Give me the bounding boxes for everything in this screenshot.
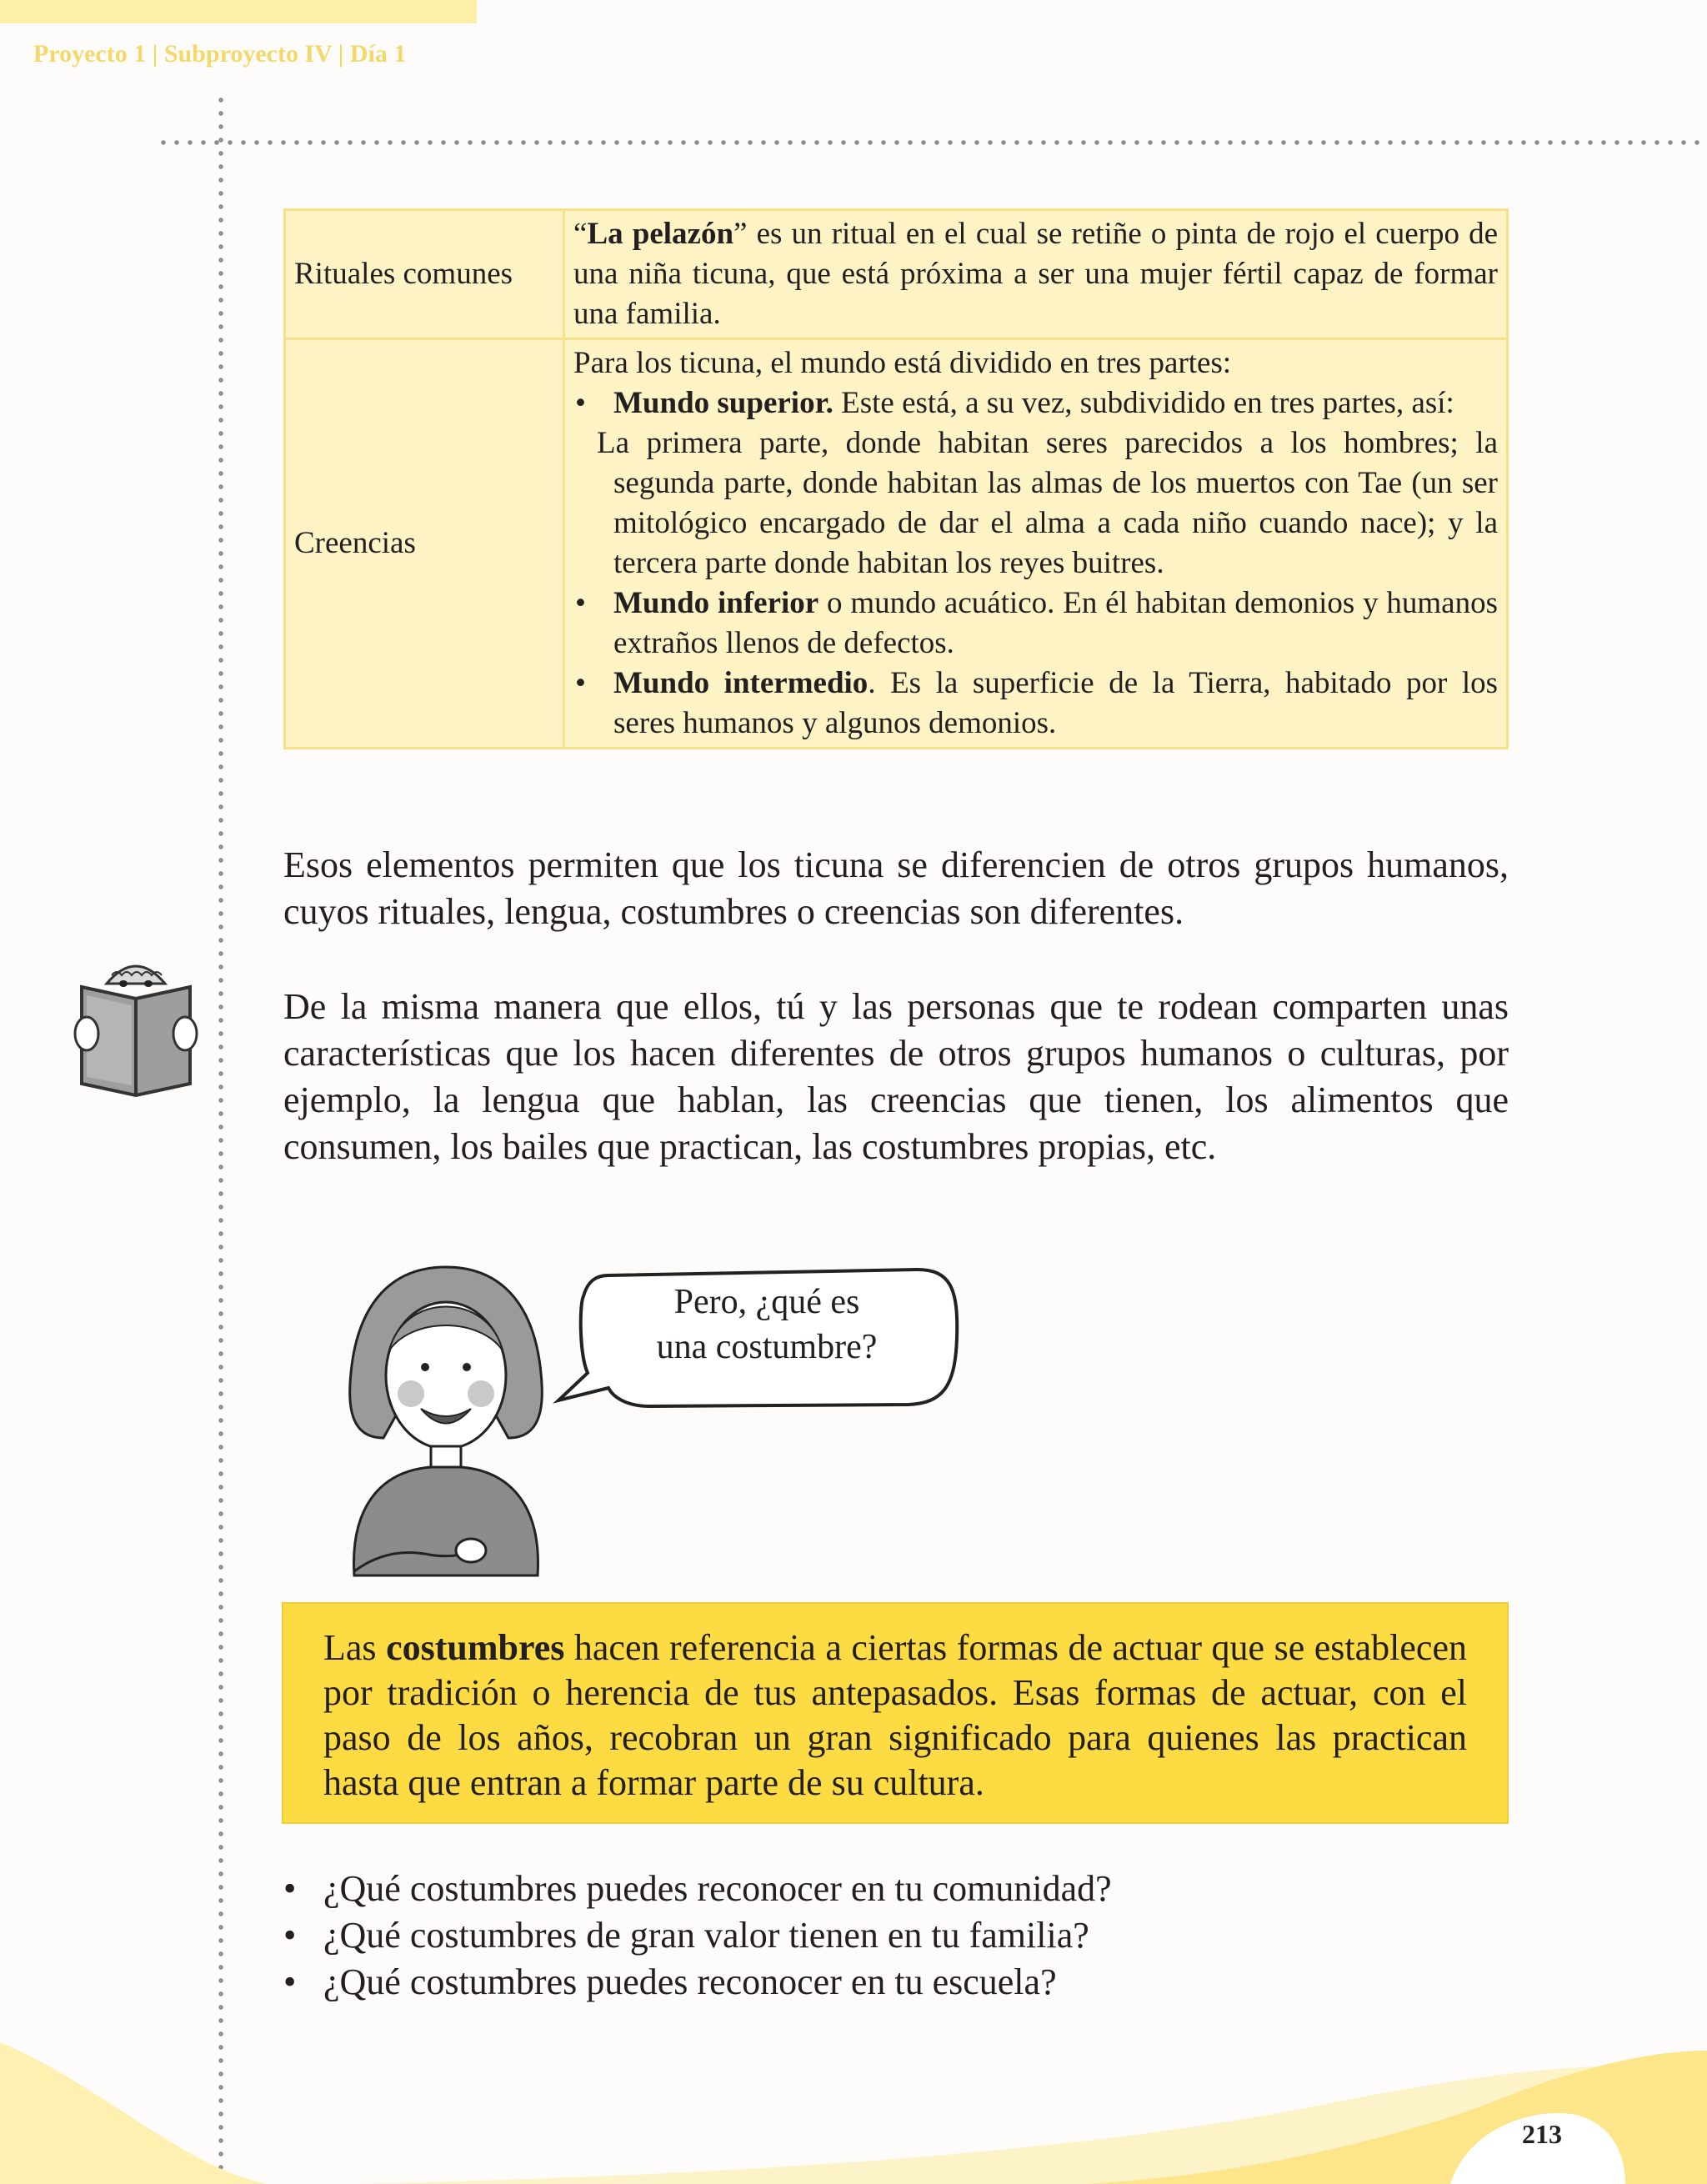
- row-label-rituales: Rituales comunes: [285, 210, 564, 339]
- speech-line-2: una costumbre?: [656, 1328, 878, 1366]
- questions-list: [283, 1866, 1509, 2006]
- mundo-inferior-text: o mundo acuático. En él habitan demonios y humanos extraños llenos de defectos.: [613, 586, 1498, 660]
- mundo-superior-text: Este está, a su vez, subdividido en tres partes, así:: [833, 386, 1454, 420]
- reading-child-icon: [73, 950, 198, 1097]
- running-head: Proyecto 1 | Subproyecto IV | Día 1: [33, 40, 407, 68]
- top-color-bar: [0, 0, 477, 23]
- speech-line-1: Pero, ¿qué es: [673, 1283, 860, 1321]
- row-label-creencias: Creencias: [285, 339, 564, 749]
- paragraph-de-la-misma-manera: De la misma manera que ellos, tú y las personas que te rodean comparten unas características que los hacen diferentes de otros grupos humanos o culturas, por ejemplo, la lengua que hablan, las creencias que tienen, los alimentos que consumen, los bailes que practican, las costumbres propias, etc.: [283, 986, 1509, 1167]
- table-row: [285, 339, 1508, 749]
- list-item: [573, 664, 1498, 744]
- list-item: [573, 584, 1498, 664]
- superior-subparagraph: La primera parte, donde habitan seres parecidos a los hombres; la segunda parte, donde habitan las almas de los muertos con Tae (un ser mitológico encargado de dar el alma a cada niño cuando nace); y la tercera parte donde habitan los reyes buitres.: [597, 426, 1498, 580]
- paragraph-elementos: Esos elementos permiten que los ticuna se diferencien de otros grupos humanos, cuyos rituales, lengua, costumbres o creencias son diferentes.: [283, 844, 1509, 932]
- worlds-list: [573, 383, 1498, 423]
- dotted-header-rule: [157, 140, 1707, 145]
- speech-bubble-text: [583, 1280, 950, 1370]
- row-content-creencias: [564, 339, 1508, 749]
- rituales-text: ” es un ritual en el cual se retiñe o pinta de rojo el cuerpo de una niña ticuna, que está próxima a ser una mujer fértil capaz de formar una familia.: [573, 217, 1499, 331]
- definition-text: hacen referencia a ciertas formas de actuar que se establecen por tradición o herencia de tus antepasados. Esas formas de actuar, con el paso de los años, recobran un gran significado para quienes las practican hasta que entran a formar parte de su cultura.: [323, 1627, 1467, 1803]
- creencias-intro: Para los ticuna, el mundo está dividido en tres partes:: [573, 346, 1232, 380]
- mundo-intermedio-text: . Es la superficie de la Tierra, habitado por los seres humanos y algunos demonios.: [613, 666, 1499, 740]
- term-mundo-superior: Mundo superior.: [613, 386, 833, 420]
- list-item: • ¿Qué costumbres puedes reconocer en tu comunidad?: [283, 1866, 1509, 1912]
- term-costumbres: costumbres: [386, 1627, 565, 1668]
- culture-table: [283, 208, 1509, 749]
- definition-box: [282, 1602, 1509, 1824]
- list-item: • ¿Qué costumbres puedes reconocer en tu escuela?: [283, 1959, 1509, 2006]
- open-quote: “: [573, 217, 588, 251]
- list-item: • ¿Qué costumbres de gran valor tienen en tu familia?: [283, 1912, 1509, 1959]
- term-la-pelazon: La pelazón: [587, 217, 734, 251]
- table-row: [285, 210, 1508, 339]
- definition-prefix: Las: [323, 1627, 387, 1668]
- girl-illustration: [338, 1259, 554, 1584]
- dotted-margin-line: [218, 93, 223, 2184]
- term-mundo-intermedio: Mundo intermedio: [613, 666, 869, 700]
- term-mundo-inferior: Mundo inferior: [613, 586, 819, 620]
- footer-waves: [0, 2034, 1707, 2184]
- list-item: [573, 383, 1498, 423]
- worlds-list-cont: [573, 584, 1498, 744]
- page-number: 213: [1522, 2119, 1562, 2149]
- row-content-rituales: [564, 210, 1508, 339]
